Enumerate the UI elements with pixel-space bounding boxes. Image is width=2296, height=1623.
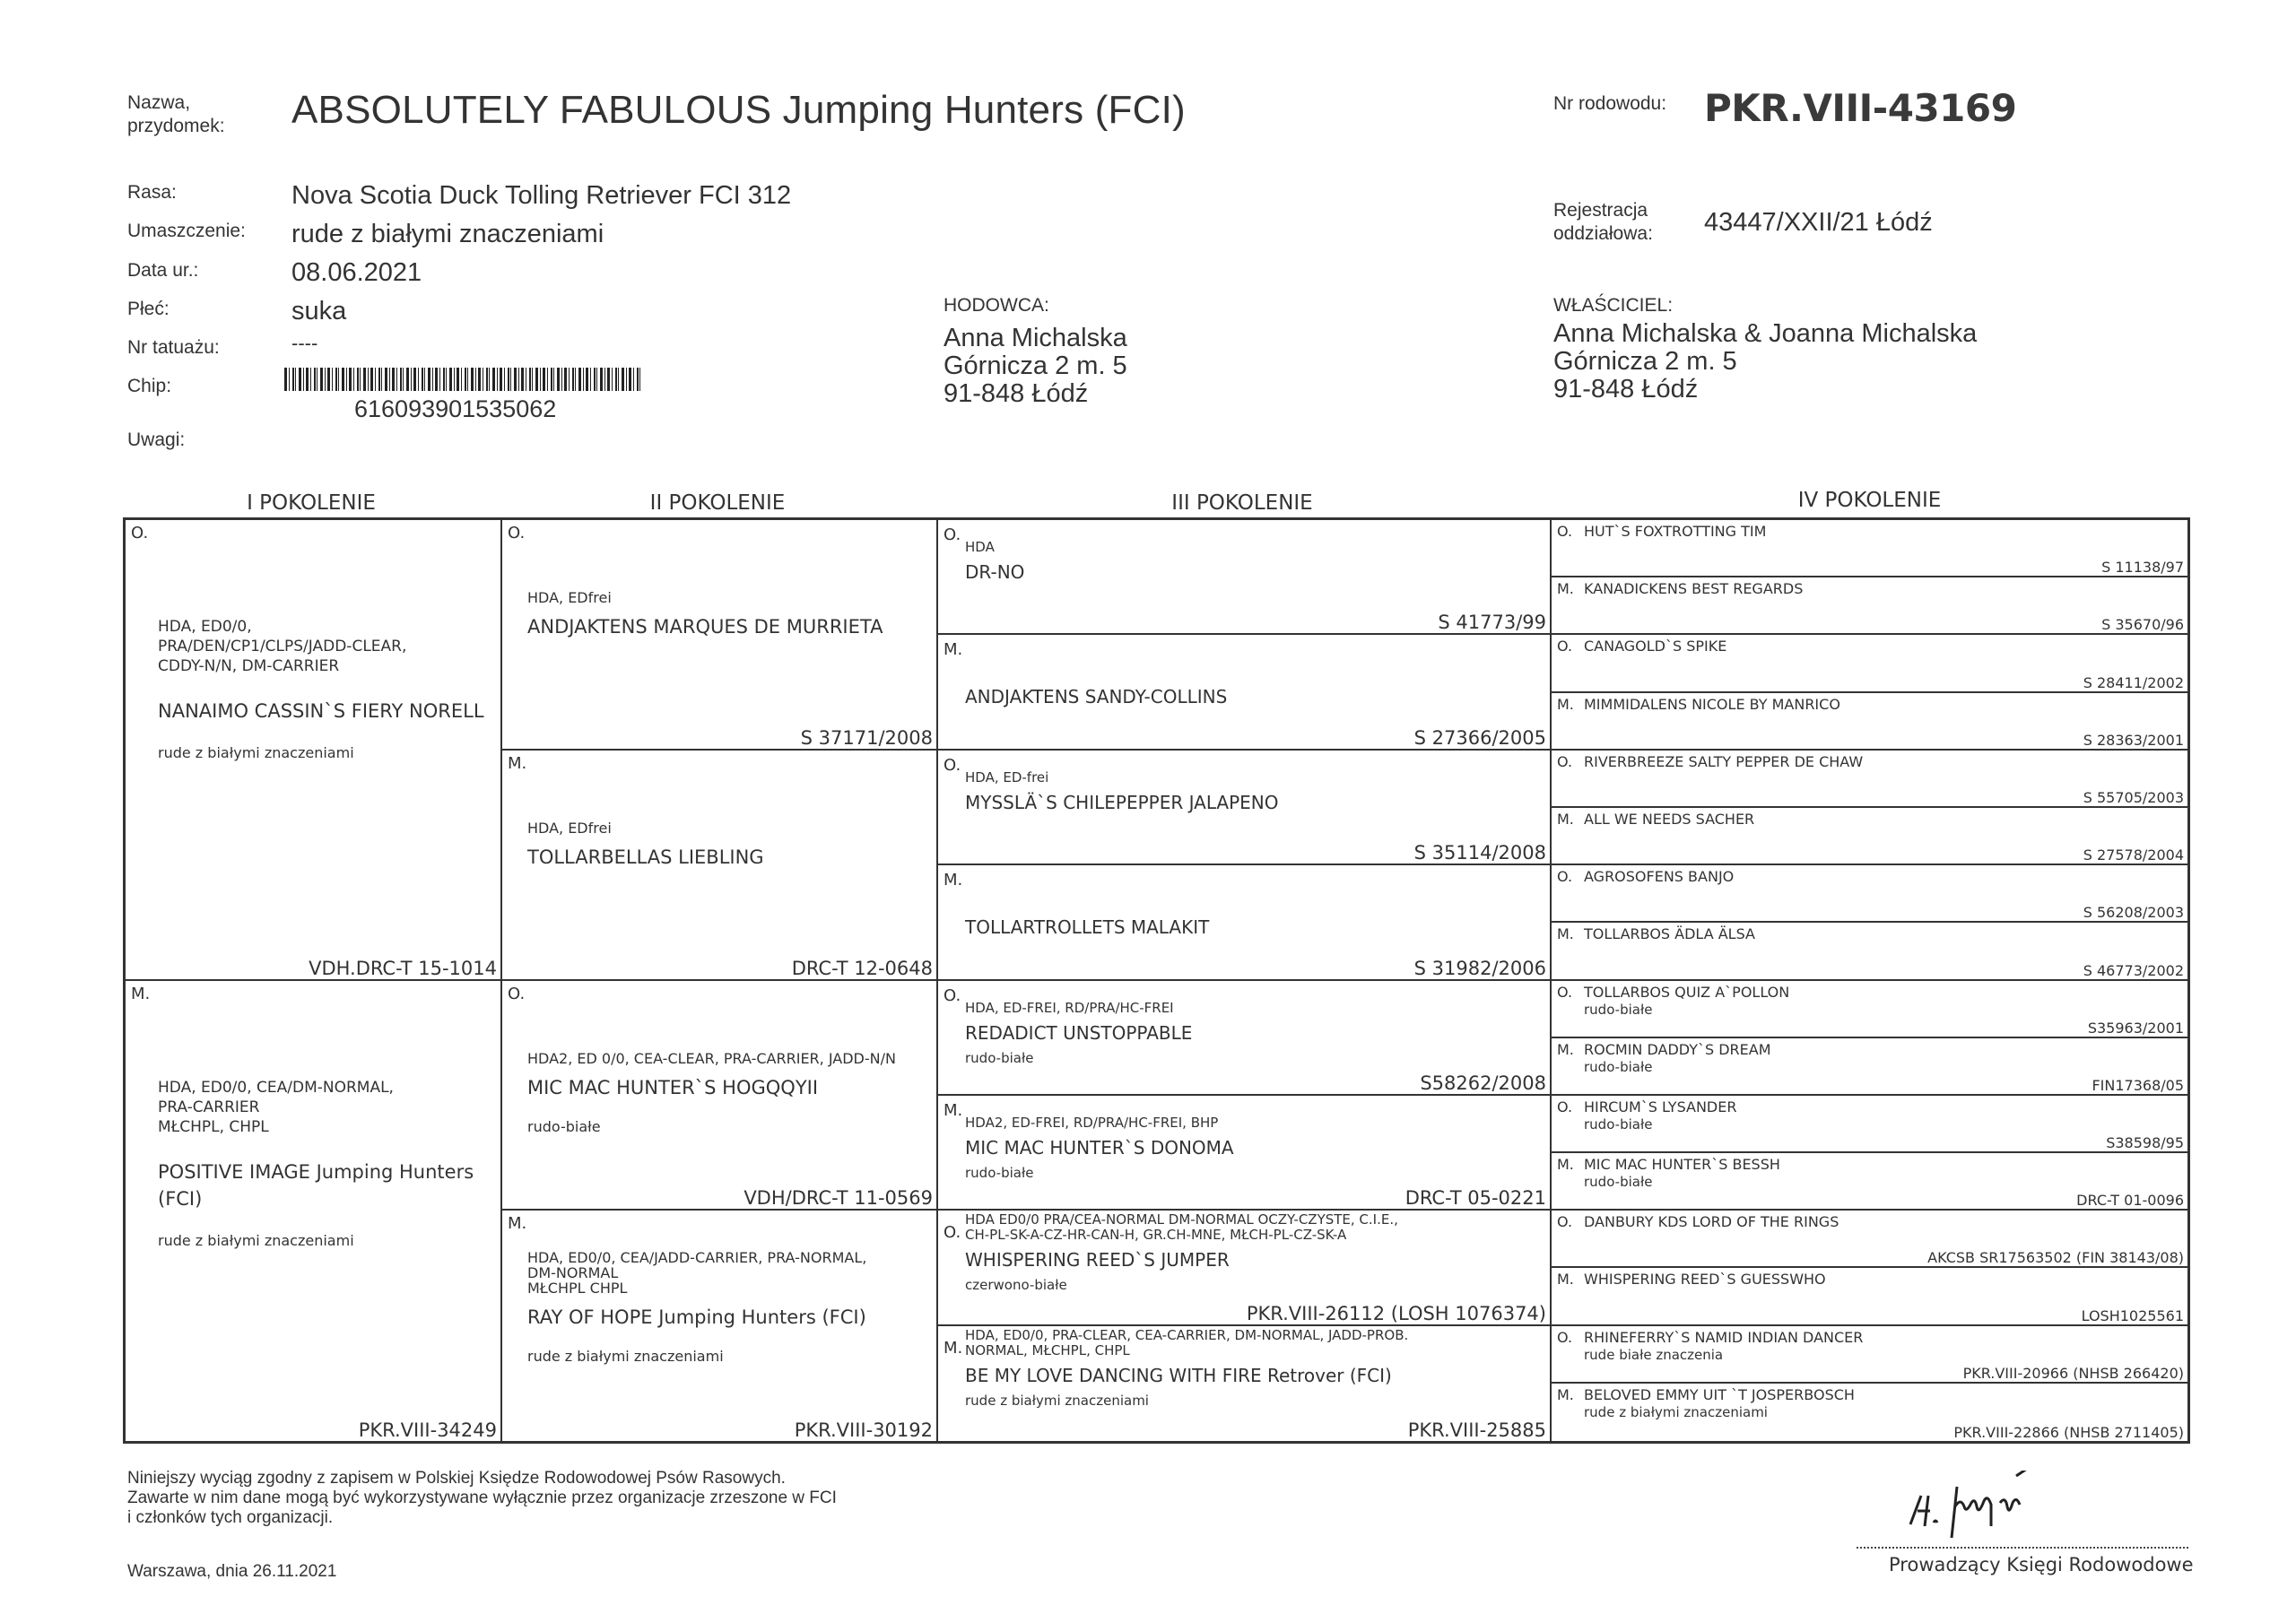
ancestor-info <box>158 1078 493 1249</box>
ancestor-info <box>965 540 1546 583</box>
gen3-header: III POKOLENIE <box>1171 491 1313 515</box>
registration-number: S 35670/96 <box>2101 616 2184 634</box>
ancestor-cell <box>502 520 936 751</box>
gen4-header: IV POKOLENIE <box>1797 489 1942 512</box>
sex-marker: M. <box>1557 1271 1574 1289</box>
ancestor-info <box>1584 638 2184 655</box>
ancestor-cell <box>126 520 500 981</box>
legal-statement-line1: Niniejszy wyciąg zgodny z zapisem w Polskiej Księdze Rodowodowej Psów Rasowych. <box>127 1469 786 1488</box>
ancestor-cell <box>1552 1211 2187 1268</box>
registration-number: S 11138/97 <box>2101 559 2184 577</box>
ancestor-info <box>1584 1098 2184 1133</box>
dog-name: ABSOLUTELY FABULOUS Jumping Hunters (FCI) <box>291 88 1186 132</box>
health-results: HDA, ED0/0, CEA/JADD-CARRIER, PRA-NORMAL, DM-NORMAL MŁCHPL CHPL <box>527 1249 867 1298</box>
sex-marker: O. <box>944 525 961 544</box>
ancestor-name: ANDJAKTENS MARQUES DE MURRIETA <box>527 616 883 638</box>
sex-value: suka <box>291 297 347 325</box>
sex-marker: O. <box>1557 983 1573 1001</box>
ancestor-color: rude z białymi znaczeniami <box>158 744 354 761</box>
registration-number: DRC-T 05-0221 <box>1405 1187 1546 1210</box>
sex-marker: M. <box>1557 810 1574 828</box>
ancestor-info <box>158 617 493 761</box>
ancestor-info <box>1584 1386 2184 1420</box>
ancestor-name: TOLLARBELLAS LIEBLING <box>527 846 764 868</box>
registration-value: 43447/XXII/21 Łódź <box>1704 208 1933 237</box>
ancestor-color: rudo-białe <box>1584 1058 1653 1075</box>
ancestor-name: REDADICT UNSTOPPABLE <box>965 1021 1193 1044</box>
ancestor-name: ALL WE NEEDS SACHER <box>1584 810 1755 828</box>
health-results: HDA, ED-frei <box>965 768 1049 785</box>
ancestor-cell <box>938 981 1550 1096</box>
ancestor-info <box>527 1250 933 1365</box>
owner-label: WŁAŚCICIEL: <box>1553 295 1674 316</box>
ancestor-cell <box>938 865 1550 980</box>
registration-number: PKR.VIII-25885 <box>1407 1419 1546 1441</box>
sex-marker: O. <box>508 984 526 1003</box>
color-label: Umaszczenie: <box>127 221 246 241</box>
ancestor-color: rude z białymi znaczeniami <box>527 1348 724 1366</box>
owner-name: Anna Michalska & Joanna Michalska <box>1553 319 1978 348</box>
ancestor-color: rude z białymi znaczeniami <box>158 1231 354 1249</box>
registration-label <box>1553 199 1653 246</box>
legal-statement <box>127 1469 837 1528</box>
sex-marker: O. <box>944 1223 961 1243</box>
ancestor-name: TOLLARBOS ÄDLA ÄLSA <box>1584 925 1755 943</box>
sex-marker: O. <box>1557 1213 1573 1231</box>
ancestor-name: WHISPERING REED`S JUMPER <box>965 1249 1230 1271</box>
signature-caption: Prowadzący Księgi Rodowodowe <box>1889 1554 2194 1575</box>
ancestor-info <box>1584 1329 2184 1363</box>
ancestor-info <box>965 1212 1546 1293</box>
health-results: HDA, ED0/0, PRA-CLEAR, CEA-CARRIER, DM-NORMAL, JADD-PROB. NORMAL, MŁCHPL, CHPL <box>965 1326 1409 1358</box>
health-results: HDA ED0/0 PRA/CEA-NORMAL DM-NORMAL OCZY-CZYSTE, C.I.E., CH-PL-SK-A-CZ-HR-CAN-H, GR.CH-MNE, MŁCH-PL-CZ-SK-A <box>965 1211 1398 1244</box>
sex-marker: M. <box>508 753 527 773</box>
ancestor-cell <box>1552 635 2187 692</box>
generation-2-column <box>502 520 938 1441</box>
registration-number: S 31982/2006 <box>1413 957 1546 979</box>
chip-label: Chip: <box>127 376 172 396</box>
ancestor-cell <box>938 1096 1550 1211</box>
ancestor-color: rude z białymi znaczeniami <box>965 1392 1149 1409</box>
sex-marker: M. <box>508 1214 527 1234</box>
ancestor-cell <box>126 981 500 1442</box>
ancestor-info <box>1584 753 2184 771</box>
ancestor-name: ROCMIN DADDY`S DREAM <box>1584 1040 1771 1058</box>
ancestor-info <box>1584 1041 2184 1075</box>
breeder-city: 91-848 Łódź <box>944 379 1089 408</box>
gen1-header: I POKOLENIE <box>247 491 376 515</box>
generation-1-column <box>126 520 502 1441</box>
ancestor-color: rudo-białe <box>965 1164 1034 1181</box>
ancestor-info <box>1584 580 2184 598</box>
ancestor-cell <box>1552 693 2187 751</box>
generation-3-column <box>938 520 1552 1441</box>
ancestor-info <box>965 680 1546 707</box>
color-value: rude z białymi znaczeniami <box>291 220 604 248</box>
ancestor-info <box>1584 1213 2184 1231</box>
sex-marker: O. <box>1557 1098 1573 1115</box>
sex-marker: M. <box>1557 1156 1574 1174</box>
dob-label: Data ur.: <box>127 260 199 281</box>
ancestor-cell <box>1552 1384 2187 1441</box>
ancestor-name: CANAGOLD`S SPIKE <box>1584 638 1727 655</box>
registration-number: S 28363/2001 <box>2083 731 2184 749</box>
signature-icon <box>1901 1471 2135 1542</box>
sex-marker: M. <box>944 871 963 890</box>
ancestor-name: RAY OF HOPE Jumping Hunters (FCI) <box>527 1306 866 1329</box>
sex-marker: O. <box>1557 752 1573 770</box>
ancestor-cell <box>938 751 1550 865</box>
signature-line <box>1857 1547 2188 1549</box>
registration-label-line1: Rejestracja <box>1553 200 1648 221</box>
breeder-label: HODOWCA: <box>944 295 1049 316</box>
sex-marker: O. <box>1557 1328 1573 1346</box>
ancestor-color: rudo-białe <box>965 1049 1034 1066</box>
health-results: HDA, ED0/0, CEA/DM-NORMAL, PRA-CARRIER MŁCHPL, CHPL <box>158 1078 394 1136</box>
name-label <box>127 91 225 138</box>
tattoo-value: ---- <box>291 332 318 354</box>
ancestor-name: KANADICKENS BEST REGARDS <box>1584 580 1804 598</box>
chip-number: 616093901535062 <box>354 395 557 422</box>
name-label-line2: przydomek: <box>127 116 225 136</box>
health-results: HDA, EDfrei <box>527 589 612 606</box>
registration-number: S 28411/2002 <box>2083 673 2184 691</box>
ancestor-name: MIC MAC HUNTER`S BESSH <box>1584 1156 1780 1174</box>
registration-number: PKR.VIII-20966 (NHSB 266420) <box>1962 1364 2184 1382</box>
ancestor-name: DANBURY KDS LORD OF THE RINGS <box>1584 1213 1839 1231</box>
ancestor-cell <box>1552 577 2187 635</box>
ancestor-cell <box>938 520 1550 635</box>
breeder-address <box>944 325 1127 408</box>
ancestor-info <box>965 1328 1546 1409</box>
legal-statement-line3: i członków tych organizacji. <box>127 1508 334 1527</box>
notes-label: Uwagi: <box>127 430 186 450</box>
ancestor-cell <box>1552 865 2187 923</box>
ancestor-cell <box>938 1326 1550 1441</box>
registration-number: S 37171/2008 <box>800 726 933 749</box>
sex-marker: M. <box>1557 695 1574 713</box>
ancestor-info <box>1584 925 2184 943</box>
ancestor-info <box>1584 811 2184 829</box>
chip-barcode <box>284 368 643 391</box>
ancestor-name: BE MY LOVE DANCING WITH FIRE Retrover (FCI) <box>965 1364 1392 1386</box>
registration-number: VDH/DRC-T 11-0569 <box>744 1187 933 1210</box>
sex-marker: M. <box>944 640 963 660</box>
ancestor-cell <box>1552 751 2187 808</box>
health-results: HDA2, ED-FREI, RD/PRA/HC-FREI, BHP <box>965 1114 1219 1131</box>
ancestor-cell <box>1552 1038 2187 1096</box>
registration-number: DRC-T 12-0648 <box>791 957 933 979</box>
ancestor-name: HIRCUM`S LYSANDER <box>1584 1098 1737 1115</box>
place-date: Warszawa, dnia 26.11.2021 <box>127 1562 337 1581</box>
ancestor-cell <box>1552 1326 2187 1384</box>
legal-statement-line2: Zawarte w nim dane mogą być wykorzystywane wyłącznie przez organizacje zrzeszone w FCI <box>127 1488 837 1507</box>
sex-marker: O. <box>944 755 961 775</box>
ancestor-color: rudo-białe <box>1584 1174 1653 1191</box>
ancestor-cell <box>938 635 1550 750</box>
sex-marker: O. <box>1557 523 1573 540</box>
registration-number: S 46773/2002 <box>2083 961 2184 979</box>
ancestor-info <box>965 910 1546 938</box>
ancestor-name: RIVERBREEZE SALTY PEPPER DE CHAW <box>1584 752 1864 770</box>
tattoo-label: Nr tatuażu: <box>127 337 220 358</box>
ancestor-cell <box>1552 981 2187 1038</box>
gen2-header: II POKOLENIE <box>649 491 786 515</box>
sex-marker: M. <box>944 1338 963 1358</box>
dob-value: 08.06.2021 <box>291 258 422 287</box>
owner-city: 91-848 Łódź <box>1553 375 1699 404</box>
health-results: HDA, EDfrei <box>527 819 612 837</box>
ancestor-info <box>1584 1156 2184 1190</box>
pedigree-number-label: Nr rodowodu: <box>1553 93 1667 114</box>
ancestor-name: TOLLARTROLLETS MALAKIT <box>965 916 1210 939</box>
ancestor-name: BELOVED EMMY UIT `T JOSPERBOSCH <box>1584 1385 1855 1403</box>
registration-number: S35963/2001 <box>2087 1019 2184 1037</box>
sex-marker: O. <box>1557 868 1573 886</box>
ancestor-info <box>1584 1271 2184 1289</box>
ancestor-cell <box>1552 1153 2187 1211</box>
ancestor-cell <box>1552 1268 2187 1325</box>
sex-marker: M. <box>1557 925 1574 943</box>
sex-marker: O. <box>131 524 149 542</box>
sex-label: Płeć: <box>127 299 170 319</box>
registration-number: DRC-T 01-0096 <box>2076 1192 2184 1210</box>
ancestor-cell <box>1552 923 2187 980</box>
owner-street: Górnicza 2 m. 5 <box>1553 347 1737 376</box>
pedigree-number: PKR.VIII-43169 <box>1704 86 2017 130</box>
ancestor-info <box>527 820 933 868</box>
registration-number: LOSH1025561 <box>2081 1306 2184 1324</box>
sex-marker: M. <box>1557 1040 1574 1058</box>
ancestor-info <box>965 770 1546 813</box>
registration-number: AKCSB SR17563502 (FIN 38143/08) <box>1927 1249 2184 1267</box>
ancestor-color: rudo-białe <box>1584 1115 1653 1133</box>
breeder-name: Anna Michalska <box>944 324 1127 352</box>
health-results: HDA <box>965 539 995 555</box>
health-results: HDA2, ED 0/0, CEA-CLEAR, PRA-CARRIER, JADD-N/N <box>527 1049 896 1067</box>
owner-address <box>1553 320 1977 404</box>
registration-label-line2: oddziałowa: <box>1553 223 1653 244</box>
breeder-street: Górnicza 2 m. 5 <box>944 352 1127 380</box>
name-label-line1: Nazwa, <box>127 92 191 113</box>
ancestor-name: MIC MAC HUNTER`S DONOMA <box>965 1136 1234 1159</box>
ancestor-color: rudo-białe <box>1584 1001 1653 1018</box>
ancestor-cell <box>1552 808 2187 865</box>
ancestor-cell <box>502 751 936 981</box>
ancestor-cell <box>1552 520 2187 577</box>
ancestor-cell <box>502 1211 936 1441</box>
ancestor-info <box>1584 696 2184 714</box>
sex-marker: O. <box>944 985 961 1005</box>
ancestor-name: WHISPERING REED`S GUESSWHO <box>1584 1271 1826 1289</box>
registration-number: S 41773/99 <box>1438 612 1546 634</box>
registration-number: S 55705/2003 <box>2083 788 2184 806</box>
ancestor-name: AGROSOFENS BANJO <box>1584 868 1735 886</box>
ancestor-name: MIMMIDALENS NICOLE BY MANRICO <box>1584 695 1840 713</box>
ancestor-info <box>965 1115 1546 1181</box>
ancestor-info <box>527 590 933 638</box>
ancestor-name: HUT`S FOXTROTTING TIM <box>1584 523 1767 540</box>
ancestor-info <box>527 1051 933 1135</box>
ancestor-name: ANDJAKTENS SANDY-COLLINS <box>965 686 1228 708</box>
pedigree-table <box>123 517 2190 1444</box>
registration-number: S58262/2008 <box>1420 1072 1546 1094</box>
ancestor-color: rude białe znaczenia <box>1584 1346 1724 1363</box>
registration-number: S 35114/2008 <box>1413 842 1546 864</box>
ancestor-cell <box>938 1211 1550 1325</box>
registration-number: PKR.VIII-26112 (LOSH 1076374) <box>1246 1302 1546 1324</box>
ancestor-info <box>965 1001 1546 1066</box>
breed-value: Nova Scotia Duck Tolling Retriever FCI 312 <box>291 181 792 210</box>
ancestor-color: czerwono-białe <box>965 1277 1067 1294</box>
ancestor-name: MYSSLÄ`S CHILEPEPPER JALAPENO <box>965 791 1279 813</box>
sex-marker: M. <box>1557 1385 1574 1403</box>
ancestor-cell <box>502 981 936 1211</box>
ancestor-name: NANAIMO CASSIN`S FIERY NORELL <box>158 700 484 722</box>
ancestor-name: MIC MAC HUNTER`S HOGQQYII <box>527 1076 819 1098</box>
sex-marker: O. <box>508 524 526 542</box>
registration-number: S 56208/2003 <box>2083 904 2184 922</box>
sex-marker: M. <box>944 1100 963 1120</box>
registration-number: PKR.VIII-30192 <box>794 1419 933 1441</box>
registration-number: S 27578/2004 <box>2083 846 2184 864</box>
ancestor-cell <box>1552 1096 2187 1153</box>
sex-marker: M. <box>1557 580 1574 598</box>
registration-number: FIN17368/05 <box>2092 1076 2184 1094</box>
registration-number: S38598/95 <box>2106 1134 2184 1152</box>
registration-number: PKR.VIII-34249 <box>358 1419 497 1441</box>
registration-number: PKR.VIII-22866 (NHSB 2711405) <box>1953 1424 2184 1441</box>
ancestor-name: POSITIVE IMAGE Jumping Hunters (FCI) <box>158 1160 474 1210</box>
ancestor-color: rude z białymi znaczeniami <box>1584 1403 1768 1420</box>
generation-4-column <box>1552 520 2187 1441</box>
ancestor-color: rudo-białe <box>527 1117 601 1135</box>
sex-marker: O. <box>1557 638 1573 655</box>
ancestor-info <box>1584 984 2184 1018</box>
breed-label: Rasa: <box>127 182 177 203</box>
ancestor-name: DR-NO <box>965 561 1025 583</box>
sex-marker: M. <box>131 984 151 1003</box>
ancestor-name: TOLLARBOS QUIZ A`POLLON <box>1584 983 1790 1001</box>
ancestor-name: RHINEFERRY`S NAMID INDIAN DANCER <box>1584 1328 1864 1346</box>
health-results: HDA, ED0/0, PRA/DEN/CP1/CLPS/JADD-CLEAR, CDDY-N/N, DM-CARRIER <box>158 618 407 675</box>
registration-number: VDH.DRC-T 15-1014 <box>309 957 497 979</box>
ancestor-info <box>1584 868 2184 886</box>
health-results: HDA, ED-FREI, RD/PRA/HC-FREI <box>965 999 1174 1016</box>
registration-number: S 27366/2005 <box>1413 726 1546 749</box>
ancestor-info <box>1584 523 2184 541</box>
